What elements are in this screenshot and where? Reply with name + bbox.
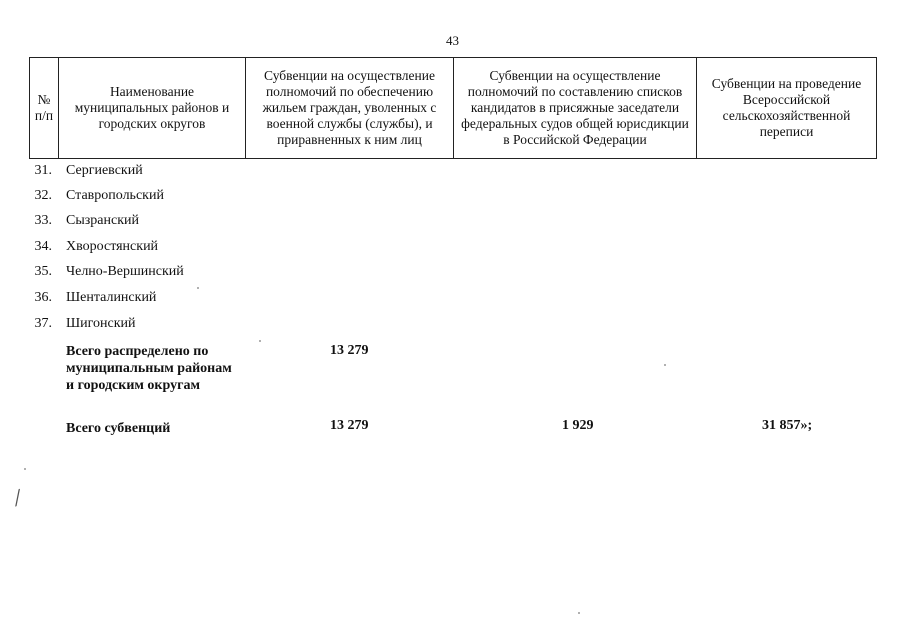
row-number: 37. — [34, 316, 52, 331]
row-number: 33. — [34, 213, 52, 228]
total-subventions-col2: 1 929 — [562, 418, 594, 433]
row-number: 36. — [34, 290, 52, 305]
scan-speck — [664, 364, 666, 366]
header-census-subvention: Субвенции на проведение Всероссийской сельскохозяйственной переписи — [697, 58, 877, 159]
total-distributed-col1: 13 279 — [330, 343, 369, 358]
row-name: Шигонский — [66, 316, 136, 331]
row-name: Ставропольский — [66, 188, 164, 203]
header-housing-subvention: Субвенции на осуществление полномочий по обеспечению жильем граждан, уволенных с военной службы (службы), и приравненных к ним лиц — [246, 58, 454, 159]
scan-speck — [197, 287, 199, 289]
total-distributed-label: Всего распределено по муниципальным районам и городским округам — [66, 344, 232, 393]
row-number: 31. — [34, 163, 52, 178]
row-number: 34. — [34, 239, 52, 254]
scan-speck — [578, 612, 580, 614]
row-name: Челно-Вершинский — [66, 264, 184, 279]
scan-speck — [259, 340, 261, 342]
row-number: 35. — [34, 264, 52, 279]
margin-pen-mark: ⁄ — [11, 486, 24, 510]
table-header — [29, 57, 877, 159]
header-name: Наименование муниципальных районов и городских округов — [59, 58, 246, 159]
total-subventions-label: Всего субвенций — [66, 421, 171, 436]
header-jurors-subvention: Субвенции на осуществление полномочий по составлению списков кандидатов в присяжные заседатели федеральных судов общей юрисдикции в Российской Федерации — [454, 58, 697, 159]
row-name: Сызранский — [66, 213, 139, 228]
header-num: № п/п — [30, 58, 59, 159]
row-name: Хворостянский — [66, 239, 159, 254]
total-subventions-col1: 13 279 — [330, 418, 369, 433]
row-name: Шенталинский — [66, 290, 157, 305]
page-number: 43 — [446, 33, 459, 48]
row-name: Сергиевский — [66, 163, 143, 178]
row-number: 32. — [34, 188, 52, 203]
scan-speck — [24, 468, 26, 470]
total-subventions-col3: 31 857»; — [762, 418, 813, 433]
